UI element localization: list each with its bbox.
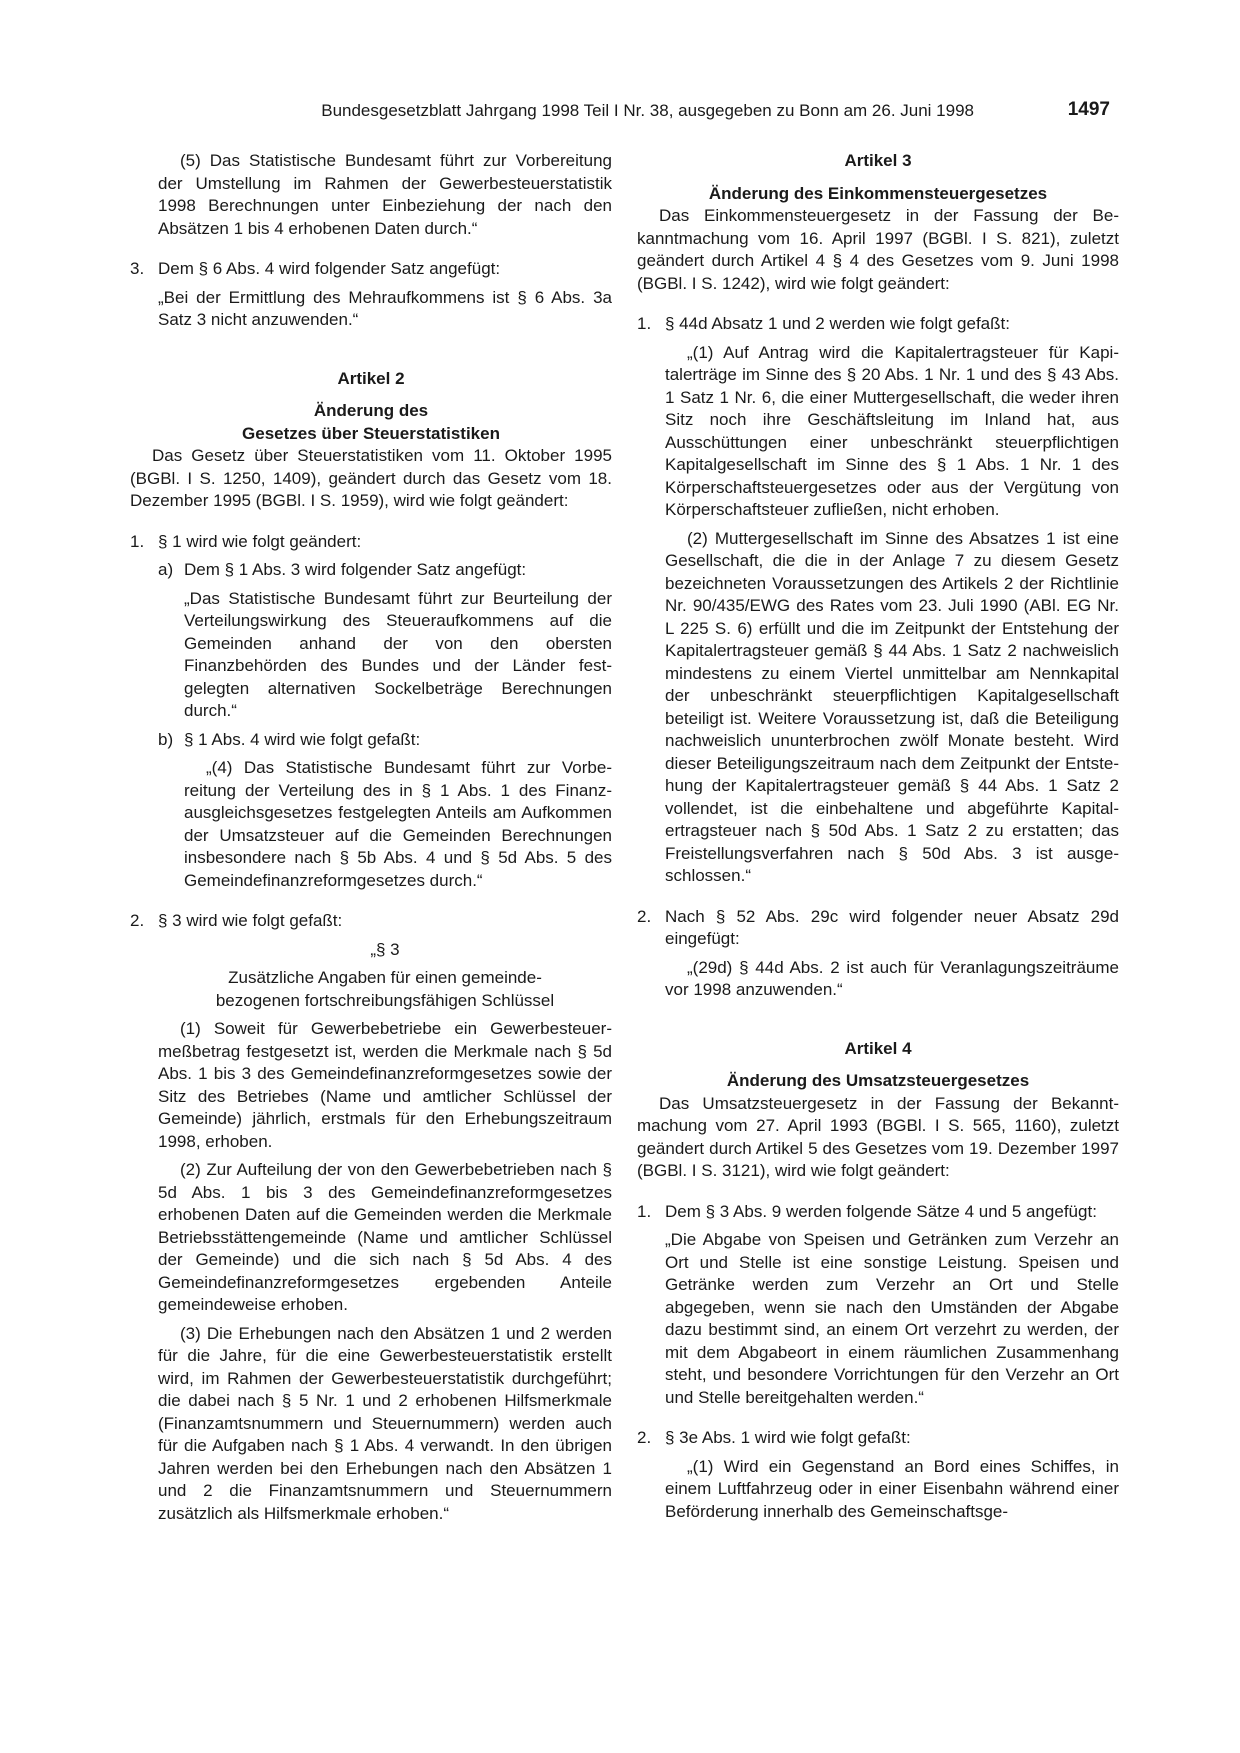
quote-text: (2) Muttergesellschaft im Sinne des Absatzes 1 ist eine Gesellschaft, die die in der Anlage 7 zu diesem Gesetz bezeichneten Voraussetzungen des Artikels 2 der Richtlinie Nr. 90/435/EWG des Rates vom 23. Juli 1990 (ABl. EG Nr. L 225 S. 6) erfüllt und die im Zeitpunkt der Entstehung der Kapitalertragsteuer gemäß § 44 Abs. 1 Satz 2 nachweislich mindestens zu einem Viertel unmittelbar am Nennkapital der unbeschränkt steuerpflichtigen Kapitalgesellschaft beteiligt ist. Weitere Voraussetzung ist, daß die Beteiligung nachweislich ununterbrochen zwölf Monate besteht. Wird dieser Beteiligungszeitraum nach dem Zeitpunkt der Entstehung der Kapitalertragsteuer gemäß § 44 Abs. 1 Satz 2 vollendet, ist die einbehaltene und abgeführte Kapitalertragsteuer nach § 50d Abs. 1 Satz 2 zu erstatten; das Freistellungsverfahren nach § 50d Abs. 3 ist ausgeschlossen.“: [665, 528, 1119, 885]
paragraph-5: (5) Das Statistische Bundesamt führt zur Vorbereitung der Umstellung im Rahmen der Gewerbesteuerstatistik 1998 Berechnungen unter Einbeziehung der nach den Absätzen 1 bis 4 erhobenen Daten durch.“: [158, 151, 612, 238]
item-text: § 3 wird wie folgt gefaßt:: [158, 911, 343, 930]
quote-text: „Die Abgabe von Speisen und Getränken zum Verzehr an Ort und Stelle ist eine sonstige Leistung. Speisen und Getränke werden zum Verzehr an Ort und Stelle abgegeben, wenn sie nach den Umständen der Abgabe dazu bestimmt sind, an einem Ort verzehrt zu werden, der mit dem Abgabeort in einem räumlichen Zusammenhang steht, und besondere Vorrichtungen für den Verzehr an Ort und Stelle bereitgehalten werden.“: [665, 1230, 1119, 1407]
article-2-title-line2: Gesetzes über Steuerstatistiken: [242, 423, 500, 443]
list-item-1: [130, 531, 612, 554]
item-number: 1.: [637, 314, 652, 333]
item-text: § 44d Absatz 1 und 2 werden wie folgt gefaßt:: [665, 314, 1010, 333]
running-title: Bundesgesetzblatt Jahrgang 1998 Teil I Nr. 38, ausgegeben zu Bonn am 26. Juni 1998: [321, 101, 974, 120]
article-4-title: Änderung des Umsatzsteuergesetzes: [726, 1071, 1030, 1090]
quote-text: „(1) Auf Antrag wird die Kapitalertragsteuer für Kapitalerträge im Sinne des § 20 Abs. 1 Nr. 1 und des § 43 Abs. 1 Satz 1 Nr. 6, die einer Muttergesellschaft, die weder ihren Sitz noch ihre Geschäftsleitung im Inland hat, aus Ausschüttungen einer unbeschränkt steuerpflichtigen Kapitalgesellschaft im Sinne des § 1 Abs. 1 Nr. 1 des Körperschaftsteuergesetzes oder aus der Vergütung von Körperschaftsteuer zufließen, nicht erhoben.: [665, 342, 1119, 519]
article-2-label: Artikel 2: [337, 368, 405, 388]
article-4-label: Artikel 4: [844, 1038, 912, 1058]
section-3-paragraph-1: (1) Soweit für Gewerbebetriebe ein Gewerbesteuermeßbetrag festgesetzt ist, werden die Merkmale nach § 5d Abs. 1 bis 3 des Gemeindefinanzreformgesetzes sowie der Sitz des Betriebes (Name und amtlicher Schlüssel der Gemeinde) jährlich, erstmals für den Erhebungszeitraum 1998, erhoben.: [158, 1019, 612, 1151]
quote-text: „(29d) § 44d Abs. 2 ist auch für Veranlagungszeiträume vor 1998 anzuwenden.“: [665, 957, 1119, 999]
item-text: Dem § 6 Abs. 4 wird folgender Satz angefügt:: [158, 259, 501, 278]
section-3-title-line1: Zusätzliche Angaben für einen gemeinde-: [228, 968, 542, 987]
item-text: § 3e Abs. 1 wird wie folgt gefaßt:: [665, 1428, 911, 1447]
right-column: [637, 150, 1119, 1523]
item-number: 2.: [637, 906, 652, 926]
article-2-intro: Das Gesetz über Steuerstatistiken vom 11. Oktober 1995 (BGBl. I S. 1250, 1409), geändert durch das Gesetz vom 18. Dezember 1995 (BGBl. I S. 1959), wird wie folgt geändert:: [130, 446, 612, 510]
sub-item-text: § 1 Abs. 4 wird wie folgt gefaßt:: [184, 729, 421, 749]
left-column: [130, 150, 612, 1525]
article-2-title-line1: Änderung des: [313, 401, 429, 420]
item-number: 1.: [637, 1201, 652, 1221]
sub-item-text: Dem § 1 Abs. 3 wird folgender Satz angefügt:: [184, 560, 527, 579]
item-text: § 1 wird wie folgt geändert:: [158, 531, 362, 551]
section-3-title-line2: bezogenen fortschreibungsfähigen Schlüssel: [215, 990, 555, 1010]
list-item-3: [130, 258, 612, 281]
item-text: Nach § 52 Abs. 29c wird folgender neuer Absatz 29d eingefügt:: [665, 906, 1119, 948]
section-3-paragraph-2: (2) Zur Aufteilung der von den Gewerbebetrieben nach § 5d Abs. 1 bis 3 des Gemeindefinanzreformgesetzes erhobenen Daten auf die Gemeinden werden die Merkmale Betriebsstättengemeinde (Name und amtlicher Schlüssel der Gemeinde) und die sich nach § 5d Abs. 4 des Gemeindefinanzreformgesetzes ergebenden Anteile gemeindeweise erhoben.: [158, 1160, 612, 1314]
list-item-2: [130, 910, 612, 933]
list-item-1: [637, 1201, 1119, 1224]
article-3-label: Artikel 3: [844, 151, 912, 170]
list-item-2: [637, 1427, 1119, 1450]
sub-item-a: [130, 559, 612, 582]
list-item-1: [637, 313, 1119, 336]
section-3-paragraph-3: (3) Die Erhebungen nach den Absätzen 1 und 2 werden für die Jahre, für die eine Gewerbesteuerstatistik erstellt wird, im Rahmen der Gewerbesteuerstatistik durchgeführt; die dabei nach § 5 Nr. 1 und 2 erhobenen Hilfsmerkmale (Finanzamtsnummern und Steuernummern) werden auch für die Aufgaben nach § 1 Abs. 4 verwandt. In den übrigen Jahren werden bei den Erhebungen nach den Absätzen 1 und 2 die Finanzamtsnummern und Steuernummern zusätzlich als Hilfsmerkmale erhoben.“: [158, 1323, 612, 1523]
article-3-intro: Das Einkommensteuergesetz in der Fassung der Bekanntmachung vom 16. April 1997 (BGBl. I S. 821), zuletzt geändert durch Artikel 4 § 4 des Gesetzes vom 9. Juni 1998 (BGBl. I S. 1242), wird wie folgt geändert:: [637, 206, 1119, 293]
article-4-intro: Das Umsatzsteuergesetz in der Fassung der Bekanntmachung vom 27. April 1993 (BGBl. I S. 565, 1160), zuletzt geändert durch Artikel 5 des Gesetzes vom 19. Dezember 1997 (BGBl. I S. 3121), wird wie folgt geändert:: [637, 1093, 1119, 1180]
quote-text: „(1) Wird ein Gegenstand an Bord eines Schiffes, in einem Luftfahrzeug oder in einer Eisenbahn während einer Beförderung innerhalb des Gemeinschaftsge-: [665, 1456, 1119, 1521]
list-item-2: [637, 906, 1119, 951]
quote-text: „(4) Das Statistische Bundesamt führt zur Vorbereitung der Verteilung des in § 1 Abs. 1 des Finanzausgleichsgesetzes festgelegten Anteils am Aufkommen der Umsatzsteuer auf die Gemeinden Berechnungen insbesondere nach § 5b Abs. 4 und § 5d Abs. 5 des Gemeindefinanzreformgesetzes durch.“: [184, 758, 612, 890]
item-text: Dem § 3 Abs. 9 werden folgende Sätze 4 und 5 angefügt:: [665, 1201, 1097, 1221]
page-number: 1497: [1067, 99, 1110, 120]
running-header: [130, 100, 1110, 126]
item-number: 2.: [130, 911, 145, 930]
sub-item-b: [130, 729, 612, 752]
item-number: 1.: [130, 531, 145, 551]
article-3-title: Änderung des Einkommensteuergesetzes: [708, 183, 1048, 203]
sub-item-letter: b): [158, 729, 174, 749]
item-number: 2.: [637, 1428, 652, 1447]
sub-item-letter: a): [158, 560, 174, 579]
section-3-label: „§ 3: [370, 939, 400, 959]
quote-text: „Bei der Ermittlung des Mehraufkommens ist § 6 Abs. 3a Satz 3 nicht anzuwenden.“: [158, 287, 612, 329]
item-number: 3.: [130, 259, 145, 278]
quote-text: „Das Statistische Bundesamt führt zur Beurteilung der Verteilungswirkung des Steueraufkommens auf die Gemeinden anhand der von den obersten Finanzbehörden des Bundes und der Länder festgelegten alternativen Sockelbeträge Berechnungen durch.“: [184, 588, 612, 720]
